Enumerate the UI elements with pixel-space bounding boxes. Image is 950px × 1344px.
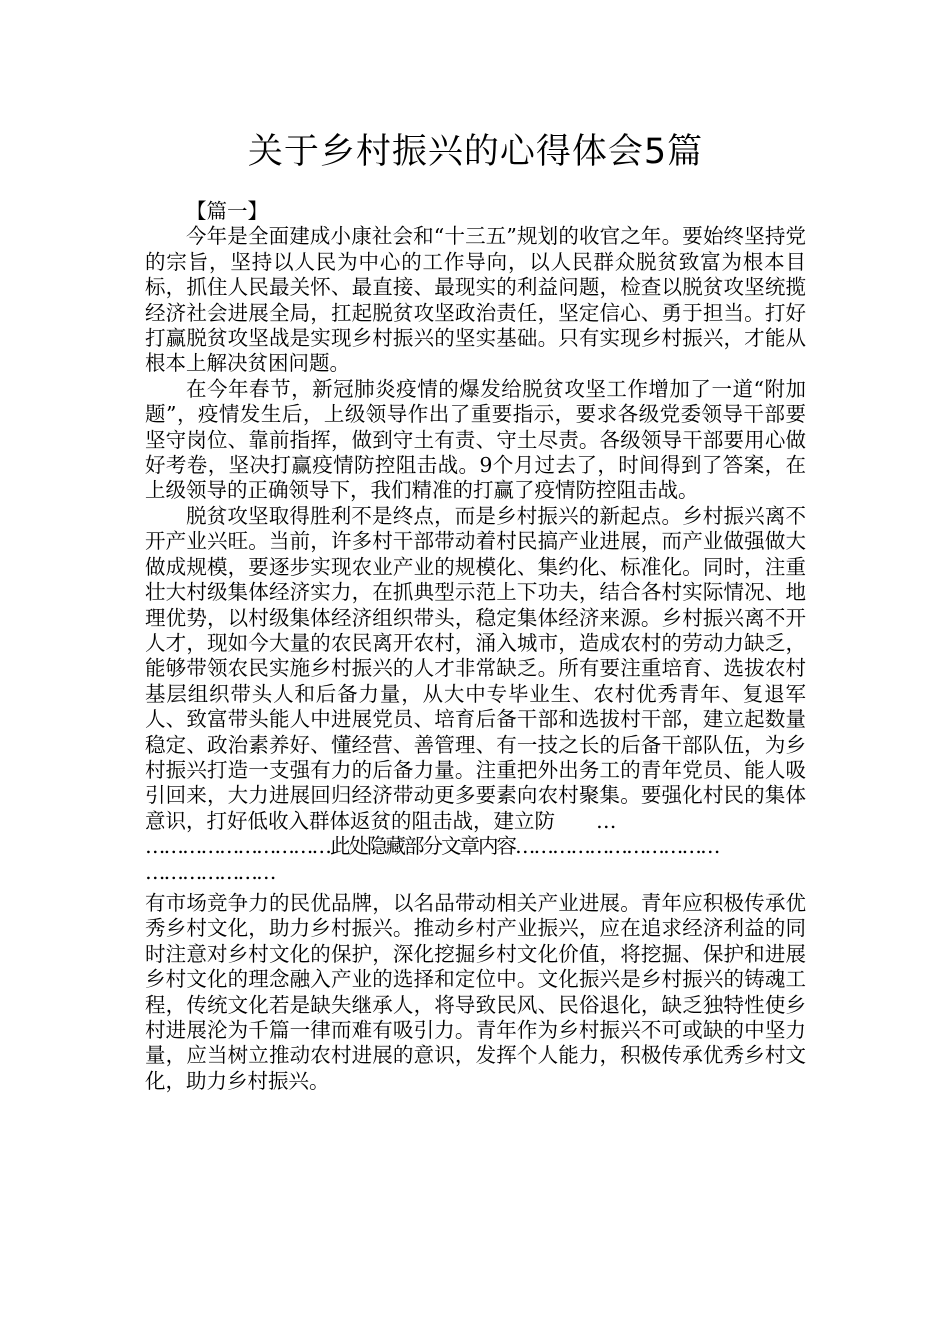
section-label: 【篇一】 bbox=[186, 199, 268, 223]
paragraph-3: 脱贫攻坚取得胜利不是终点，而是乡村振兴的新起点。乡村振兴离不开产业兴旺。当前，许多村干部带动着村民搞产业进展，而产业做强做大做成规模，要逐步实现农业产业的规模化、集约化、标准化。同时，注重壮大村级集体经济实力，在抓典型示范上下功夫，结合各村实际情况、地理优势，以村级集体经济组织带头，稳定集体经济来源。乡村振兴离不开人才，现如今大量的农民离开农村，涌入城市，造成农村的劳动力缺乏，能够带领农民实施乡村振兴的人才非常缺乏。所有要注重培育、选拔农村基层组织带头人和后备力量，从大中专毕业生、农村优秀青年、复退军人、致富带头能人中进展党员、培育后备干部和选拔村干部，建立起数量稳定、政治素养好、懂经营、善管理、有一技之长的后备干部队伍，为乡村振兴打造一支强有力的后备力量。注重把外出务工的青年党员、能人吸引回来，大力进展回归经济带动更多要素向农村聚集。要强化村民的集体意识，打好低收入群体返贫的阻击战，建立防 … bbox=[145, 503, 806, 833]
document-title: 关于乡村振兴的心得体会5篇 bbox=[247, 132, 704, 172]
hidden-content-notice: …………………………此处隐藏部分文章内容…………………………… bbox=[145, 834, 719, 859]
article-content bbox=[145, 199, 806, 1094]
paragraph-2: 在今年春节，新冠肺炎疫情的爆发给脱贫攻坚工作增加了一道“附加题”，疫情发生后，上级领导作出了重要指示，要求各级党委领导干部要坚守岗位、靠前指挥，做到守土有责、守土尽责。各级领导干部要用心做好考卷，坚决打赢疫情防控阻击战。9个月过去了，时间得到了答案，在上级领导的正确领导下，我们精准的打赢了疫情防控阻击战。 bbox=[145, 376, 806, 503]
paragraph-1: 今年是全面建成小康社会和“十三五”规划的收官之年。要始终坚持党的宗旨，坚持以人民为中心的工作导向，以人民群众脱贫致富为根本目标，抓住人民最关怀、最直接、最现实的利益问题，检查以脱贫攻坚统揽经济社会进展全局，扛起脱贫攻坚政治责任，坚定信心、勇于担当。打好打赢脱贫攻坚战是实现乡村振兴的坚实基础。只有实现乡村振兴，才能从根本上解决贫困问题。 bbox=[145, 224, 806, 376]
hidden-content-notice-tail: ………………… bbox=[145, 859, 275, 884]
continued-paragraph: 有市场竞争力的民优品牌，以名品带动相关产业进展。青年应积极传承优秀乡村文化，助力乡村振兴。推动乡村产业振兴，应在追求经济利益的同时注意对乡村文化的保护，深化挖掘乡村文化价值，将挖掘、保护和进展乡村文化的理念融入产业的选择和定位中。文化振兴是乡村振兴的铸魂工程，传统文化若是缺失继承人，将导致民风、民俗退化，缺乏独特性使乡村进展沦为千篇一律而难有吸引力。青年作为乡村振兴不可或缺的中坚力量，应当树立推动农村进展的意识，发挥个人能力，积极传承优秀乡村文化，助力乡村振兴。 bbox=[145, 890, 806, 1093]
